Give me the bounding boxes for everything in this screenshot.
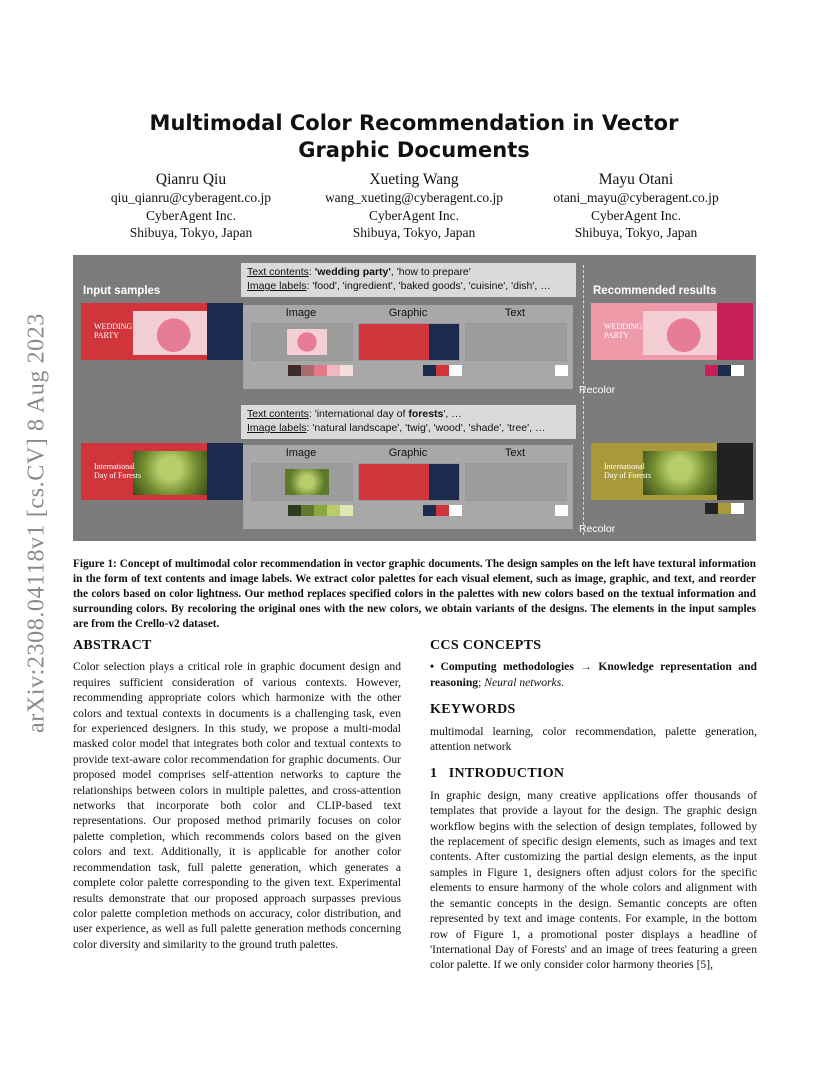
- keywords-heading: KEYWORDS: [430, 702, 516, 718]
- graphic-element: [358, 323, 460, 361]
- palette-swatch: [301, 505, 314, 516]
- palette-swatch: [731, 503, 744, 514]
- palette-swatch: [340, 365, 353, 376]
- author-location: Shibuya, Tokyo, Japan: [352, 225, 476, 240]
- palette-swatch: [436, 505, 449, 516]
- palette-swatch: [449, 365, 462, 376]
- graphic-shape: [207, 303, 243, 360]
- row1-palette-image: [288, 365, 353, 376]
- col-text-heading: Text: [504, 307, 526, 319]
- text-element: [465, 463, 567, 501]
- image-element: [251, 463, 353, 501]
- row2-result-sample: [591, 443, 753, 500]
- intro-text: In graphic design, many creative applications offer thousands of templates that provide a layout for the design. The graphic design workflow begins with the selection of design templates, followed by the replacement of specific design elements, such as images and text contents. After customizing the partial design elements, as the input samples in Figure 1, designers often adjust colors for the specific elements to ensure harmony of the whole colors and alignment with the semantic concepts in the design. Semantic concepts are often represented by text and image contents. For example, in the bottom row of Figure 1, a promotional poster displays a headline of 'International Day of Forests' and an image of trees featuring a green color palette. If we only consider color harmony theories [5],: [430, 788, 757, 972]
- divider-dashed: [583, 265, 584, 535]
- author-email: qiu_qianru@cyberagent.co.jp: [110, 190, 272, 205]
- row2-palette-recommended: [705, 503, 744, 514]
- row1-text-info: Text contents: 'wedding party', 'how to prepare' Image labels: 'food', 'ingredient', 'baked goods', 'cuisine', 'dish', …: [241, 263, 576, 297]
- recommended-results-label: Recommended results: [593, 285, 717, 297]
- abstract-text: Color selection plays a critical role in graphic document design and requires sufficient consideration of various contexts. However, recommending appropriate colors which harmonize with the other colors and textual contexts in documents is a challenging task, even for experienced designers. In this study, we propose a multi-modal masked color model that integrates both color and textual contexts to provide text-aware color recommendation for graphic documents. Our proposed model comprises self-attention networks to capture the relationships between colors in multiple palettes, and cross-attention networks that incorporate both color and CLIP-based text representations. Our proposed method primarily focuses on color palette completion, which recommends colors based on the given colors and text. Additionally, it is applicable for another color recommendation task, full palette generation, which generates a complete color palette corresponding to the given text. Experimental results demonstrate that our proposed approach surpasses previous color palette completion methods on accuracy, color distribution, and user experience, as well as full palette generation methods concerning color diversity and similarity to the ground truth palettes.: [73, 660, 401, 951]
- row2-palette-text: [555, 505, 568, 516]
- author-location: Shibuya, Tokyo, Japan: [129, 225, 253, 240]
- row1-palette-recommended: [705, 365, 744, 376]
- recolor-label: Recolor: [579, 523, 616, 535]
- row2-palette-graphic: [423, 505, 462, 516]
- palette-swatch: [731, 365, 744, 376]
- author-affiliation: CyberAgent Inc.: [146, 207, 236, 223]
- row2-text-info: Text contents: 'international day of forests', … Image labels: 'natural landscape', 'twig', 'wood', 'shade', 'tree', …: [241, 405, 576, 439]
- forest-image: [643, 451, 717, 495]
- row1-result-sample: [591, 303, 753, 360]
- graphic-navy: [429, 464, 459, 500]
- col-graphic-heading: Graphic: [388, 307, 428, 319]
- author-location: Shibuya, Tokyo, Japan: [574, 225, 698, 240]
- palette-swatch: [288, 505, 301, 516]
- author-email: wang_xueting@cyberagent.co.jp: [324, 190, 504, 205]
- sample-text: WEDDING PARTY: [94, 322, 133, 340]
- arxiv-stamp: arXiv:2308.04118v1 [cs.CV] 8 Aug 2023: [23, 313, 50, 733]
- input-samples-label: Input samples: [83, 285, 161, 297]
- palette-swatch: [705, 365, 718, 376]
- recolor-label: Recolor: [579, 384, 616, 396]
- row2-elements: [243, 445, 573, 529]
- palette-swatch: [327, 365, 340, 376]
- graphic-shape: [717, 303, 753, 360]
- palette-swatch: [327, 505, 340, 516]
- graphic-shape: [717, 443, 753, 500]
- graphic-shape: [207, 443, 243, 500]
- author-3: [526, 170, 746, 242]
- palette-swatch: [288, 365, 301, 376]
- palette-swatch: [449, 505, 462, 516]
- palette-swatch: [423, 505, 436, 516]
- left-column: [73, 638, 401, 952]
- row2-palette-image: [288, 505, 353, 516]
- palette-swatch: [718, 365, 731, 376]
- graphic-navy: [429, 324, 459, 360]
- cake-thumb: [287, 329, 327, 355]
- col-image-heading: Image: [285, 447, 317, 459]
- palette-swatch: [705, 503, 718, 514]
- author-name: Xueting Wang: [369, 171, 459, 188]
- palette-swatch: [314, 505, 327, 516]
- text-element: [465, 323, 567, 361]
- cake-image: [133, 311, 207, 355]
- forest-image: [133, 451, 207, 495]
- palette-swatch: [301, 365, 314, 376]
- author-name: Mayu Otani: [598, 171, 674, 188]
- author-email: otani_mayu@cyberagent.co.jp: [553, 190, 719, 205]
- ccs-heading: CCS CONCEPTS: [430, 638, 542, 653]
- right-column: [430, 638, 757, 973]
- palette-swatch: [423, 365, 436, 376]
- forest-thumb: [285, 469, 329, 495]
- palette-swatch: [340, 505, 353, 516]
- figure-1: [73, 255, 756, 541]
- paper-title: Multimodal Color Recommendation in Vector Graphic Documents: [149, 111, 679, 162]
- palette-swatch: [314, 365, 327, 376]
- palette-swatch: [555, 505, 568, 516]
- sample-text: WEDDING PARTY: [604, 322, 643, 340]
- col-image-heading: Image: [285, 307, 317, 319]
- row2-input-sample: [81, 443, 243, 500]
- abstract-heading: ABSTRACT: [73, 638, 152, 653]
- author-2: [304, 170, 524, 242]
- row1-elements: [243, 305, 573, 389]
- figure-caption: Figure 1: Concept of multimodal color recommendation in vector graphic documents. The design samples on the left have textural information in the form of text contents and image labels. We extract color palettes for each visual element, such as image, graphic, and text, and reorder the colors based on color lightness. Our method replaces specified colors in the palettes with new colors based on the textual information and surrounding colors. By recoloring the original ones with the new colors, we obtain variants of the designs. The elements in the input samples are from the Crello-v2 dataset.: [73, 558, 756, 630]
- palette-swatch: [718, 503, 731, 514]
- palette-swatch: [436, 365, 449, 376]
- palette-swatch: [555, 365, 568, 376]
- image-element: [251, 323, 353, 361]
- sample-text: International Day of Forests: [604, 462, 652, 480]
- row1-palette-text: [555, 365, 568, 376]
- author-affiliation: CyberAgent Inc.: [591, 207, 681, 223]
- ccs-text: • Computing methodologies → Knowledge representation and reasoning; Neural networks.: [430, 660, 757, 689]
- author-name: Qianru Qiu: [155, 171, 227, 188]
- author-affiliation: CyberAgent Inc.: [369, 207, 459, 223]
- cake-image: [643, 311, 717, 355]
- graphic-element: [358, 463, 460, 501]
- row1-input-sample: [81, 303, 243, 360]
- author-1: [81, 170, 301, 242]
- col-text-heading: Text: [504, 447, 526, 459]
- col-graphic-heading: Graphic: [388, 447, 428, 459]
- keywords-text: multimodal learning, color recommendation, palette generation, attention network: [430, 724, 757, 754]
- row1-palette-graphic: [423, 365, 462, 376]
- intro-heading: 1 INTRODUCTION: [430, 766, 565, 782]
- sample-text: International Day of Forests: [94, 462, 142, 480]
